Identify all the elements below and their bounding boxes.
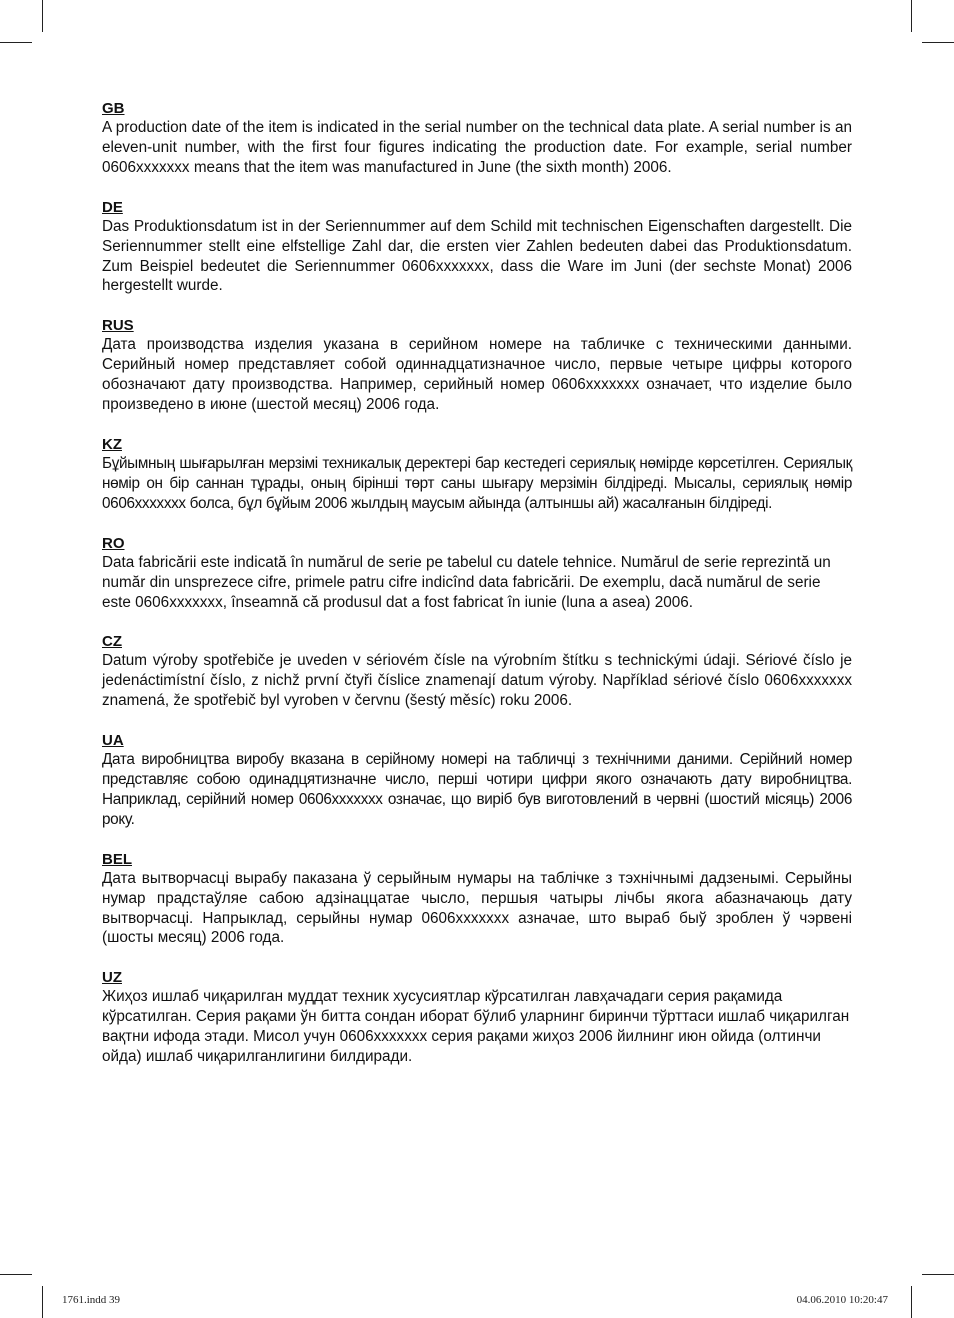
crop-mark-top-right-vertical (911, 0, 912, 32)
section-heading: DE (102, 198, 123, 216)
crop-mark-top-left-horizontal (0, 42, 32, 43)
section-text: Дата виробництва виробу вказана в серійному номері на табличці з технічними даними. Серійний номер представляє собою одинадцятизначне число, перші чотири цифри якого означають дату виробництва. Наприклад, серійний номер 0606xxxxxxx означає, що виріб був виготовлений в червні (шостий місяць) 2006 року. (102, 751, 852, 828)
section-heading: CZ (102, 633, 122, 651)
section-ua (102, 731, 852, 830)
section-text: Бұйымның шығарылған мерзімі техникалық деректері бар кестедегі сериялық нөмірде көрсетілген. Сериялық нөмір он бір саннан тұрады, оның бірінші төрт саны шығару мерзімін білдіреді. Мысалы, сериялық нөмір 0606xxxxxxx болса, бұл бұйым 2006 жылдың маусым айында (алтыншы ай) жасалғанын білдіреді. (102, 454, 852, 512)
section-text: Data fabricării este indicată în numărul de serie pe tabelul cu datele tehnice. Numărul de serie reprezintă un număr din unsprezece cifre, primele patru cifre indicînd data fabricării. De exemplu, dacă numărul de serie este 0606xxxxxxx, înseamnă că produsul dat a fost fabricat în iunie (luna a asea) 2006. (102, 553, 831, 611)
footer-timestamp: 04.06.2010 10:20:47 (796, 1294, 888, 1306)
section-heading: GB (102, 100, 125, 117)
document-body (102, 99, 852, 1087)
section-ro (102, 534, 852, 613)
section-heading: BEL (102, 850, 132, 868)
section-rus (102, 316, 852, 415)
footer-file-label: 1761.indd 39 (62, 1294, 121, 1306)
section-de (102, 198, 852, 297)
crop-mark-bottom-right-vertical (911, 1286, 912, 1318)
section-text: A production date of the item is indicated in the serial number on the technical data plate. A serial number is an eleven-unit number, with the first four figures indicating the production date. For example, serial number 0606xxxxxxx means that the item was manufactured in June (the sixth month) 2006. (102, 119, 852, 176)
section-uz (102, 968, 852, 1067)
section-bel (102, 850, 852, 949)
section-heading: KZ (102, 435, 122, 453)
crop-mark-bottom-right-horizontal (922, 1274, 954, 1275)
crop-mark-top-right-horizontal (922, 42, 954, 43)
section-text: Дата производства изделия указана в серийном номере на табличке с техническими данными. Серийный номер представляет собой одиннадцатизначное число, первые четыре цифры которого обозначают дату производства. Например, серийный номер 0606xxxxxxx означает, что изделие было произведено в июне (шестой месяц) 2006 года. (102, 336, 852, 414)
crop-mark-top-left-vertical (42, 0, 43, 32)
section-heading: RUS (102, 317, 134, 335)
section-kz (102, 435, 852, 514)
crop-mark-bottom-left-horizontal (0, 1274, 32, 1275)
section-heading: UA (102, 732, 124, 750)
section-heading: RO (102, 534, 125, 552)
section-text: Дата вытворчасці вырабу паказана ў серыйным нумары на таблічке з тэхнічнымі дадзенымі. Серыйны нумар прадстаўляе сабою адзінаццатае чысло, першыя чатыры лічбы якога абазначаюць дату вытворчасці. Напрыклад, серыйны нумар 0606xxxxxxx азначае, што выраб быў зроблен ў чэрвені (шосты месяц) 2006 года. (102, 869, 852, 947)
section-heading: UZ (102, 969, 122, 987)
section-text: Das Produktionsdatum ist in der Seriennummer auf dem Schild mit technischen Eigenschaften dargestellt. Die Seriennummer stellt eine elfstellige Zahl dar, die ersten vier Zahlen bedeuten dabei das Produktionsdatum. Zum Beispiel bedeutet die Seriennummer 0606xxxxxxx, dass die Ware im Juni (der sechste Monat) 2006 hergestellt wurde. (102, 217, 852, 295)
crop-mark-bottom-left-vertical (42, 1286, 43, 1318)
section-text: Жиҳоз ишлаб чиқарилган муддат техник хусусиятлар кўрсатилган лавҳачадаги серия рақамида кўрсатилган. Серия рақами ўн битта сондан иборат бўлиб уларнинг биринчи тўрттаси ишлаб чиқарилган вақтни ифода этади. Мисол учун 0606xxxxxxx серия рақами жиҳоз 2006 йилнинг июн ойида (олтинчи ойда) ишлаб чиқарилганлигини билдиради. (102, 988, 850, 1066)
section-text: Datum výroby spotřebiče je uveden v sériovém čísle na výrobním štítku s technickými údaji. Sériové číslo je jedenáctimístní číslo, z nichž první čtyři číslice znamenají datum výroby. Například sériové číslo 0606xxxxxxx znamená, že spotřebič byl vyroben v červnu (šestý měsíc) roku 2006. (102, 652, 852, 710)
section-gb (102, 99, 852, 178)
section-cz (102, 632, 852, 711)
